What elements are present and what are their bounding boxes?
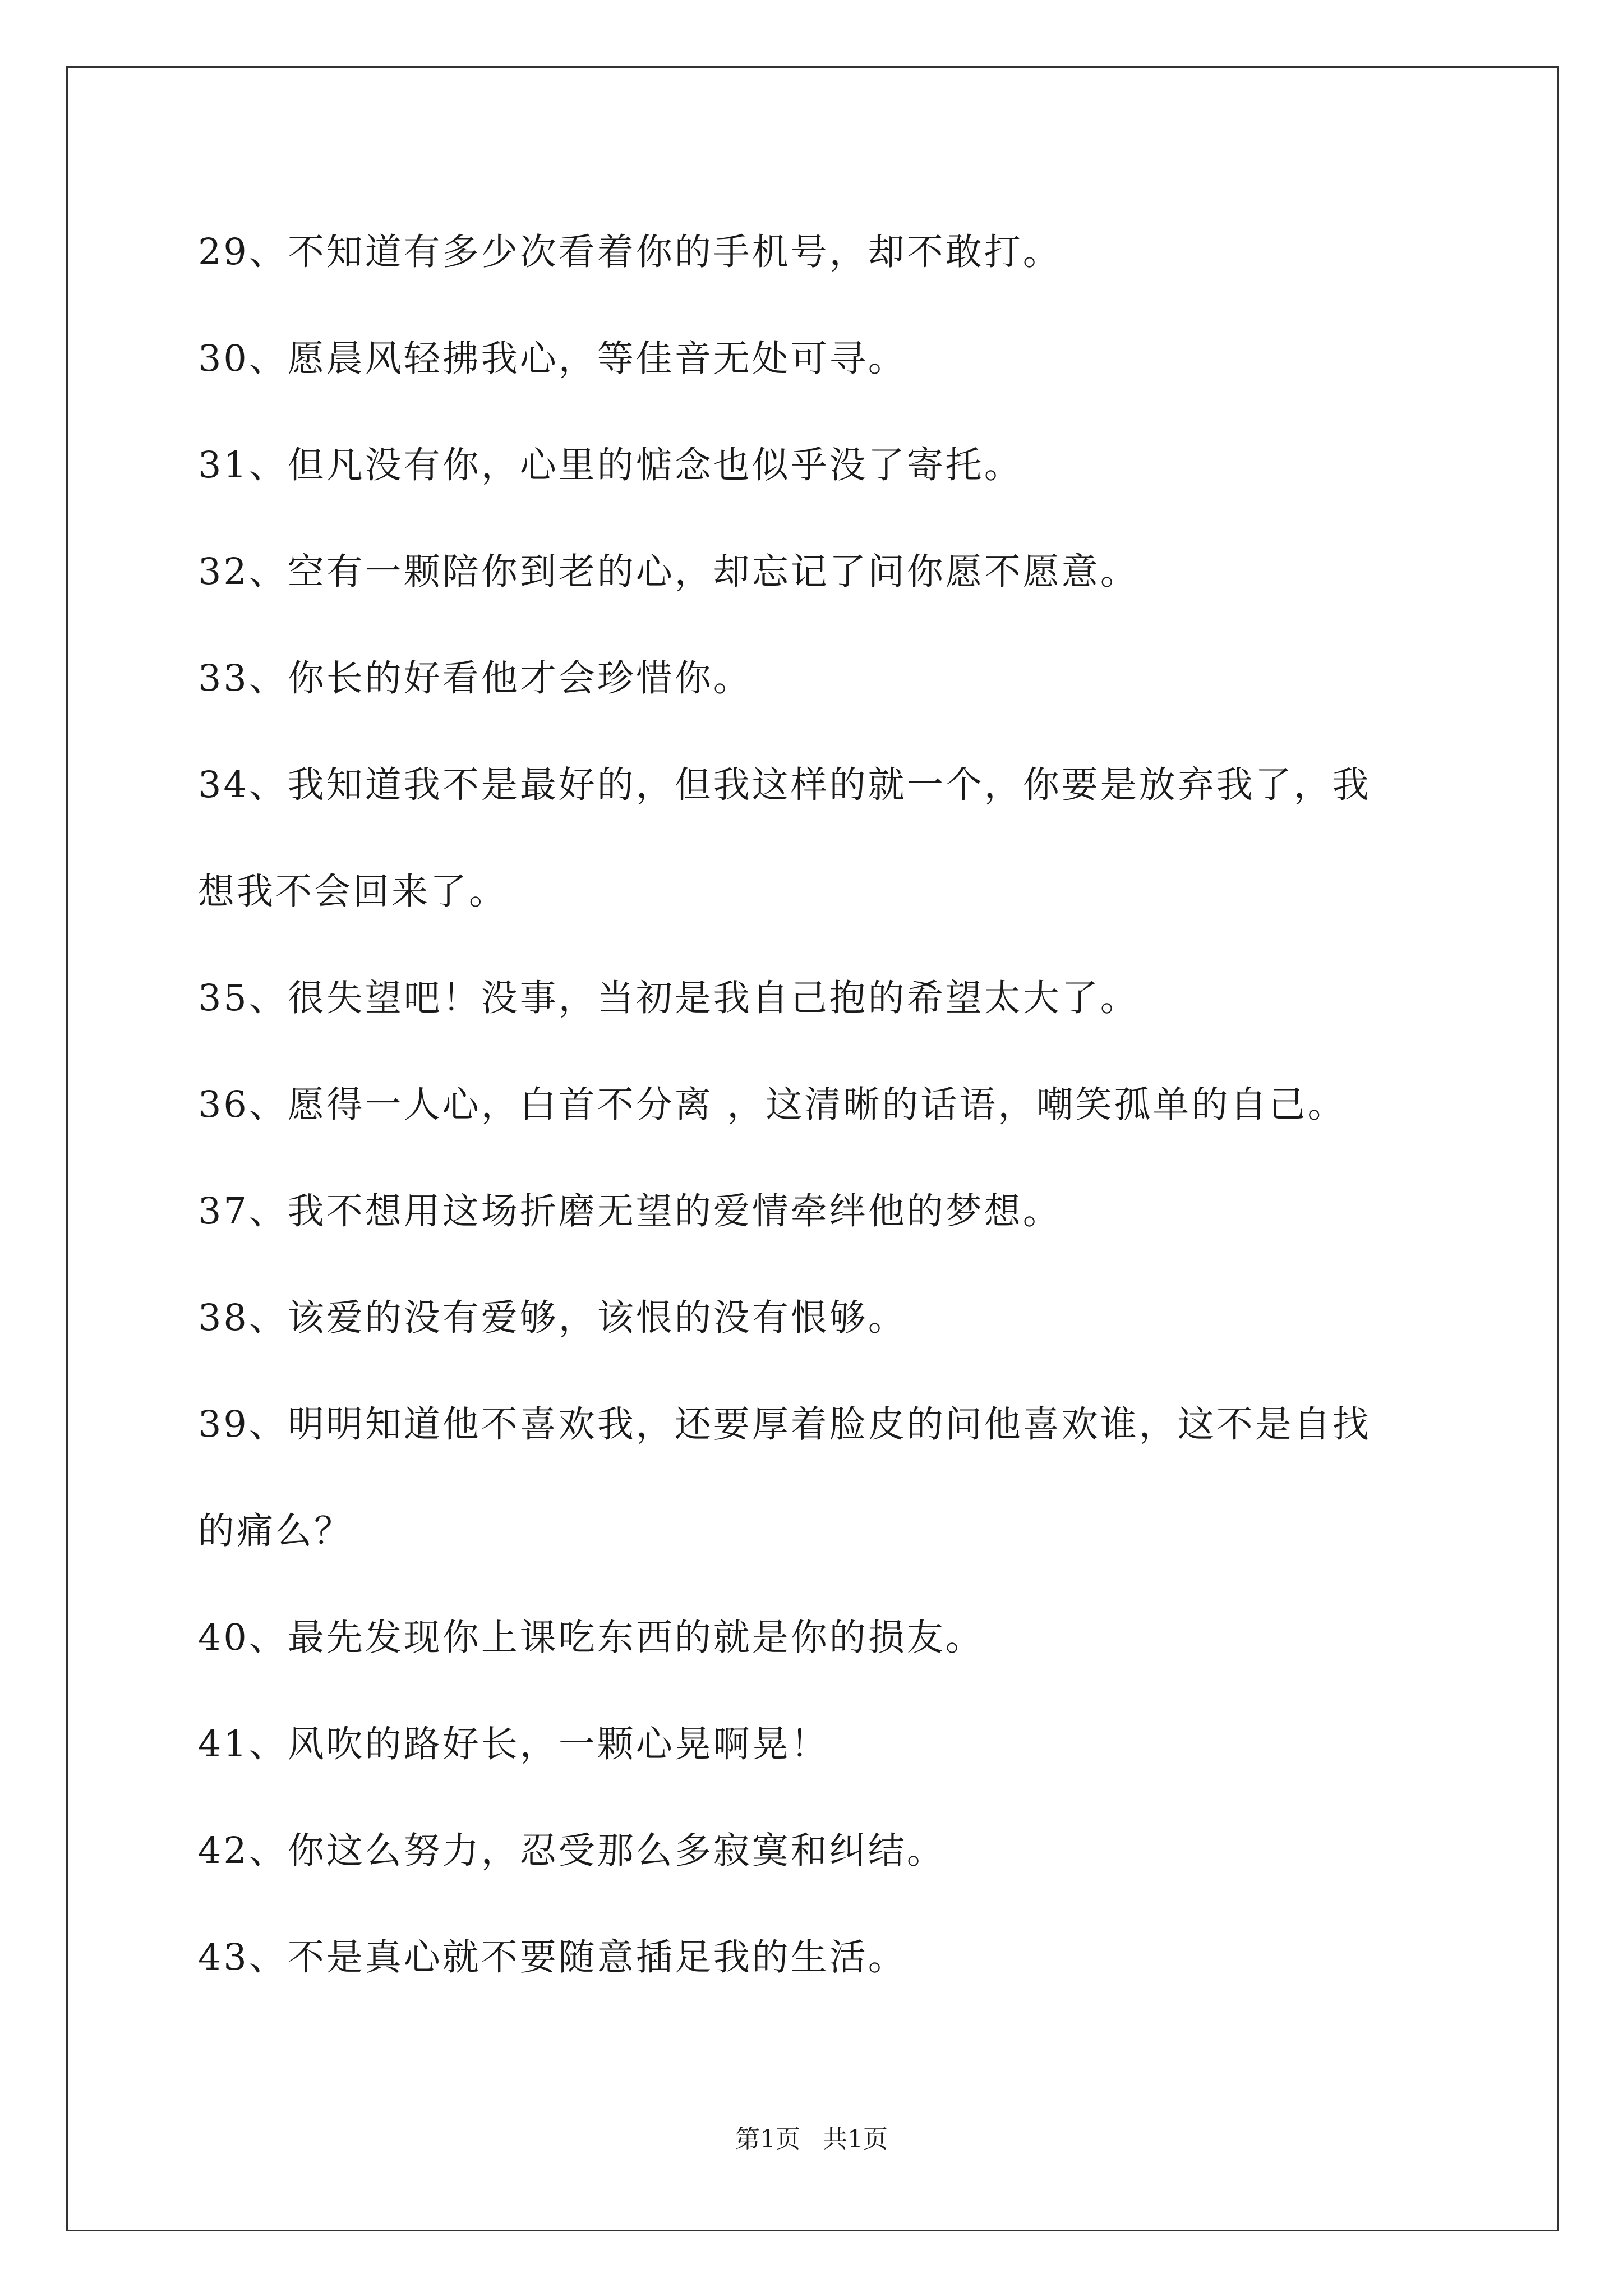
text-line: 35、很失望吧！没事，当初是我自己抱的希望太大了。 (198, 977, 1139, 1019)
text-line: 34、我知道我不是最好的，但我这样的就一个，你要是放弃我了，我 (198, 764, 1371, 806)
text-line: 的痛么？ (198, 1510, 353, 1552)
text-line: 42、你这么努力，忍受那么多寂寞和纠结。 (198, 1830, 946, 1872)
text-line: 33、你长的好看他才会珍惜你。 (198, 657, 752, 700)
text-line: 43、不是真心就不要随意插足我的生活。 (198, 1936, 907, 1978)
text-line: 29、不知道有多少次看着你的手机号，却不敢打。 (198, 231, 1062, 273)
page-border (66, 66, 1559, 2231)
page-number-current: 第1页 (735, 2125, 800, 2154)
text-line: 30、愿晨风轻拂我心，等佳音无处可寻。 (198, 338, 907, 380)
text-line: 31、但凡没有你，心里的惦念也似乎没了寄托。 (198, 444, 1023, 486)
page-footer (0, 2124, 1623, 2155)
text-line: 41、风吹的路好长，一颗心晃啊晃！ (198, 1723, 829, 1765)
text-line: 32、空有一颗陪你到老的心，却忘记了问你愿不愿意。 (198, 551, 1139, 593)
page-number-total: 共1页 (823, 2125, 888, 2154)
text-line: 38、该爱的没有爱够，该恨的没有恨够。 (198, 1297, 907, 1339)
text-line: 想我不会回来了。 (198, 871, 508, 913)
text-line: 39、明明知道他不喜欢我，还要厚着脸皮的问他喜欢谁，这不是自找 (198, 1404, 1371, 1446)
text-line: 36、愿得一人心，白首不分离 ，这清晰的话语，嘲笑孤单的自己。 (198, 1084, 1347, 1126)
text-line: 40、最先发现你上课吃东西的就是你的损友。 (198, 1617, 984, 1659)
text-line: 37、我不想用这场折磨无望的爱情牵绊他的梦想。 (198, 1190, 1062, 1232)
